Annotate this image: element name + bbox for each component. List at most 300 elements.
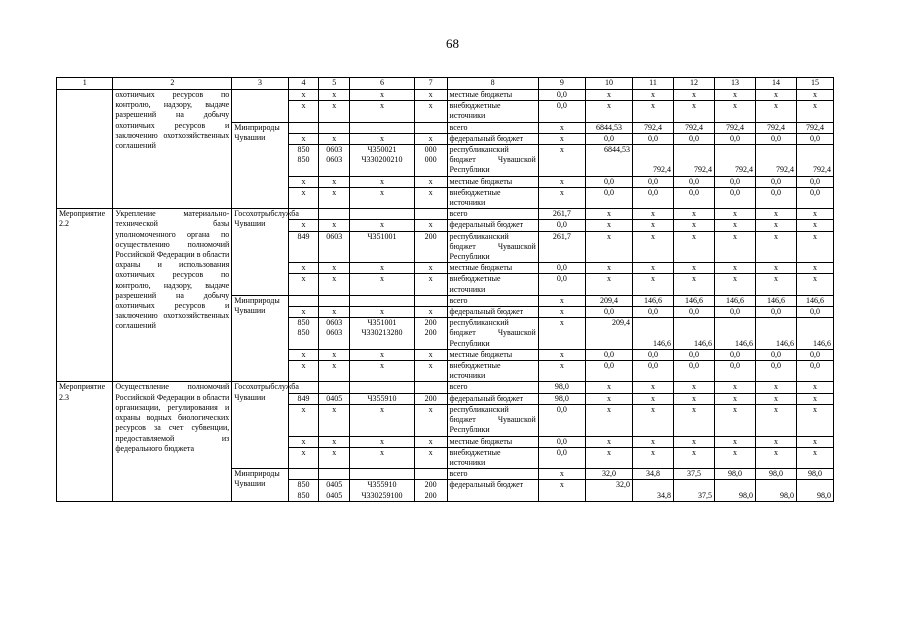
year-2012-value: x — [538, 480, 585, 501]
funding-source: местные бюджеты — [447, 263, 538, 274]
target-article-code — [350, 122, 415, 133]
table-body — [57, 90, 834, 502]
year-2012-value: 0,0 — [538, 101, 585, 122]
table-row — [57, 90, 834, 101]
year-2012-value: 261,7 — [538, 209, 585, 220]
year-value: 0,0 — [797, 176, 834, 187]
year-value: 0,0 — [633, 307, 674, 318]
funding-source: федеральный бюджет — [447, 480, 538, 501]
measure-description: Осуществление полномочий Российской Федерации в области организации, регулирования и охраны водных биологических ресурсов за счет субвенции, предоставляемой из федерального бюджета — [113, 382, 232, 501]
year-value: x — [797, 382, 834, 393]
year-value: 0,0 — [715, 349, 756, 360]
budget-table — [56, 77, 834, 502]
column-header: 6 — [350, 78, 415, 90]
year-value: 0,0 — [797, 361, 834, 382]
year-value: x — [674, 231, 715, 263]
grbs-code: x — [288, 101, 319, 122]
year-value: x — [715, 90, 756, 101]
year-value: 0,0 — [585, 187, 632, 208]
year-value: 0,0 — [633, 361, 674, 382]
year-value: x — [633, 382, 674, 393]
year-value: 792,4 — [633, 122, 674, 133]
year-value: x — [585, 209, 632, 220]
table-row — [57, 209, 834, 220]
target-article-code: x — [350, 220, 415, 231]
executor-cell: Минприроды Чувашии — [232, 122, 288, 209]
year-2012-value: x — [538, 145, 585, 177]
year-value: 792,4 — [756, 145, 797, 177]
year-value: x — [674, 447, 715, 468]
target-article-code: Ч350021 Ч330200210 — [350, 145, 415, 177]
section-code: 0603 — [319, 231, 350, 263]
grbs-code: x — [288, 220, 319, 231]
expense-type-code: x — [414, 90, 447, 101]
year-value: 146,6 — [633, 295, 674, 306]
target-article-code: x — [350, 176, 415, 187]
year-value: x — [756, 447, 797, 468]
year-value: x — [674, 90, 715, 101]
section-code: x — [319, 176, 350, 187]
year-2012-value: x — [538, 187, 585, 208]
target-article-code: x — [350, 133, 415, 144]
year-value: x — [674, 382, 715, 393]
year-value: 0,0 — [756, 176, 797, 187]
year-value: x — [797, 101, 834, 122]
year-value: 0,0 — [674, 176, 715, 187]
funding-source: всего — [447, 469, 538, 480]
grbs-code — [288, 469, 319, 480]
year-value: x — [715, 263, 756, 274]
section-code: x — [319, 187, 350, 208]
year-value: x — [797, 393, 834, 404]
year-value: 0,0 — [585, 176, 632, 187]
column-header: 8 — [447, 78, 538, 90]
year-value: x — [756, 393, 797, 404]
funding-source: федеральный бюджет — [447, 133, 538, 144]
year-2012-value: x — [538, 122, 585, 133]
column-header: 9 — [538, 78, 585, 90]
expense-type-code — [414, 295, 447, 306]
executor-cell: Минприроды Чувашии — [232, 469, 288, 502]
year-value: 37,5 — [674, 480, 715, 501]
executor-cell: Минприроды Чувашии — [232, 295, 288, 382]
year-value: 792,4 — [674, 122, 715, 133]
year-2012-value: x — [538, 295, 585, 306]
funding-source: внебюджетные источники — [447, 447, 538, 468]
section-code: x — [319, 263, 350, 274]
year-2012-value: 0,0 — [538, 220, 585, 231]
year-value: x — [585, 90, 632, 101]
year-2012-value: 0,0 — [538, 404, 585, 436]
year-value: x — [585, 101, 632, 122]
year-2012-value: x — [538, 469, 585, 480]
grbs-code: 849 — [288, 231, 319, 263]
year-value: x — [674, 209, 715, 220]
year-value: 146,6 — [674, 318, 715, 350]
year-value: 792,4 — [797, 122, 834, 133]
year-value: 98,0 — [797, 469, 834, 480]
year-value: 98,0 — [756, 480, 797, 501]
year-2012-value: 98,0 — [538, 393, 585, 404]
funding-source: федеральный бюджет — [447, 393, 538, 404]
year-value: 0,0 — [756, 349, 797, 360]
page-number: 68 — [446, 36, 459, 51]
section-code — [319, 122, 350, 133]
grbs-code: 849 — [288, 393, 319, 404]
expense-type-code: x — [414, 220, 447, 231]
year-value: 0,0 — [797, 187, 834, 208]
year-2012-value: 0,0 — [538, 90, 585, 101]
expense-type-code — [414, 209, 447, 220]
grbs-code: x — [288, 274, 319, 295]
year-value: x — [674, 220, 715, 231]
measure-description: Укрепление материально-технической базы уполномоченного органа по осуществлению полномочий Российской Федерации в области охраны и использования охотничьих ресурсов по контролю, надзору, выдаче разрешений на добычу охотничьих ресурсов и заключению охотхозяйственных соглашений — [113, 209, 232, 382]
target-article-code: x — [350, 187, 415, 208]
year-value: x — [674, 263, 715, 274]
column-header: 15 — [797, 78, 834, 90]
year-value: 792,4 — [674, 145, 715, 177]
year-value: 0,0 — [585, 361, 632, 382]
funding-source: республиканский бюджет Чувашской Республики — [447, 318, 538, 350]
year-value: x — [797, 274, 834, 295]
target-article-code: x — [350, 307, 415, 318]
target-article-code: x — [350, 274, 415, 295]
grbs-code: x — [288, 447, 319, 468]
year-value: 792,4 — [756, 122, 797, 133]
year-2012-value: 261,7 — [538, 231, 585, 263]
section-code: x — [319, 404, 350, 436]
year-value: x — [715, 101, 756, 122]
year-value: 0,0 — [585, 349, 632, 360]
year-value: 0,0 — [756, 187, 797, 208]
funding-source: внебюджетные источники — [447, 101, 538, 122]
year-value: 34,8 — [633, 480, 674, 501]
year-2012-value: x — [538, 318, 585, 350]
funding-source: внебюджетные источники — [447, 187, 538, 208]
column-header: 10 — [585, 78, 632, 90]
expense-type-code: x — [414, 307, 447, 318]
expense-type-code — [414, 122, 447, 133]
year-value: 0,0 — [585, 307, 632, 318]
year-value: 146,6 — [715, 318, 756, 350]
target-article-code: x — [350, 90, 415, 101]
year-value: x — [585, 274, 632, 295]
year-value: x — [585, 436, 632, 447]
year-value: x — [715, 436, 756, 447]
year-2012-value: x — [538, 176, 585, 187]
target-article-code — [350, 469, 415, 480]
year-value: 0,0 — [633, 187, 674, 208]
column-header: 11 — [633, 78, 674, 90]
year-2012-value: x — [538, 349, 585, 360]
year-value: x — [797, 263, 834, 274]
section-code — [319, 382, 350, 393]
year-value: 98,0 — [797, 480, 834, 501]
year-value: x — [585, 447, 632, 468]
year-value: 0,0 — [674, 187, 715, 208]
year-value: 0,0 — [797, 349, 834, 360]
grbs-code: x — [288, 361, 319, 382]
grbs-code — [288, 122, 319, 133]
year-value: x — [797, 436, 834, 447]
year-value: x — [674, 404, 715, 436]
year-value: x — [633, 393, 674, 404]
year-2012-value: 0,0 — [538, 447, 585, 468]
year-value: 0,0 — [585, 133, 632, 144]
year-value: 32,0 — [585, 469, 632, 480]
year-value: 0,0 — [797, 307, 834, 318]
year-value: x — [715, 209, 756, 220]
section-code — [319, 469, 350, 480]
year-value: 792,4 — [715, 122, 756, 133]
target-article-code: Ч351001 Ч330213280 — [350, 318, 415, 350]
measure-description: охотничьих ресурсов по контролю, надзору, выдаче разрешений на добычу охотничьих ресурсов и заключению охотхозяйственных соглашений — [113, 90, 232, 209]
year-value: x — [633, 436, 674, 447]
executor-cell — [232, 90, 288, 123]
column-header: 2 — [113, 78, 232, 90]
year-value: 98,0 — [756, 469, 797, 480]
grbs-code: 850 850 — [288, 145, 319, 177]
section-code: x — [319, 101, 350, 122]
grbs-code: x — [288, 404, 319, 436]
year-value: x — [585, 231, 632, 263]
section-code — [319, 209, 350, 220]
grbs-code: x — [288, 176, 319, 187]
measure-cell: Мероприятие 2.3 — [57, 382, 113, 501]
year-value: 6844,53 — [585, 145, 632, 177]
expense-type-code: 200 200 — [414, 480, 447, 501]
year-value: x — [756, 231, 797, 263]
expense-type-code — [414, 469, 447, 480]
funding-source: всего — [447, 295, 538, 306]
year-value: x — [585, 263, 632, 274]
target-article-code: x — [350, 447, 415, 468]
year-value: x — [715, 382, 756, 393]
funding-source: республиканский бюджет Чувашской Республики — [447, 231, 538, 263]
year-value: x — [715, 404, 756, 436]
section-code: x — [319, 436, 350, 447]
target-article-code: x — [350, 263, 415, 274]
section-code — [319, 295, 350, 306]
expense-type-code: x — [414, 447, 447, 468]
year-value: x — [797, 447, 834, 468]
year-2012-value: x — [538, 307, 585, 318]
year-value: 32,0 — [585, 480, 632, 501]
year-value: 146,6 — [633, 318, 674, 350]
expense-type-code: x — [414, 101, 447, 122]
grbs-code: 850 850 — [288, 318, 319, 350]
year-value: x — [756, 101, 797, 122]
section-code: x — [319, 133, 350, 144]
year-value: 0,0 — [674, 361, 715, 382]
year-2012-value: x — [538, 361, 585, 382]
year-value: x — [674, 393, 715, 404]
executor-cell: Госохотрыбслужба Чувашии — [232, 382, 288, 469]
year-2012-value: 0,0 — [538, 436, 585, 447]
year-value: 792,4 — [797, 145, 834, 177]
year-value: 146,6 — [756, 295, 797, 306]
expense-type-code: x — [414, 176, 447, 187]
expense-type-code — [414, 382, 447, 393]
funding-source: местные бюджеты — [447, 90, 538, 101]
target-article-code: Ч355910 — [350, 393, 415, 404]
grbs-code: x — [288, 307, 319, 318]
section-code: x — [319, 307, 350, 318]
funding-source: внебюджетные источники — [447, 361, 538, 382]
section-code: 0405 — [319, 393, 350, 404]
year-value: 0,0 — [633, 133, 674, 144]
year-value: x — [756, 263, 797, 274]
year-value: 0,0 — [797, 133, 834, 144]
year-value: 146,6 — [756, 318, 797, 350]
year-value: x — [585, 393, 632, 404]
target-article-code: x — [350, 101, 415, 122]
target-article-code: x — [350, 404, 415, 436]
year-value: 0,0 — [715, 307, 756, 318]
section-code: 0405 0405 — [319, 480, 350, 501]
year-value: x — [633, 404, 674, 436]
year-value: x — [797, 220, 834, 231]
funding-source: республиканский бюджет Чувашской Республики — [447, 145, 538, 177]
year-value: x — [633, 101, 674, 122]
year-value: 792,4 — [633, 145, 674, 177]
year-value: x — [756, 404, 797, 436]
table-row — [57, 382, 834, 393]
section-code: x — [319, 90, 350, 101]
expense-type-code: 200 200 — [414, 318, 447, 350]
year-value: 0,0 — [674, 133, 715, 144]
year-value: x — [715, 447, 756, 468]
target-article-code — [350, 382, 415, 393]
executor-cell: Госохотрыбслужба Чувашии — [232, 209, 288, 296]
year-value: 0,0 — [715, 176, 756, 187]
year-value: 0,0 — [633, 176, 674, 187]
section-code: x — [319, 447, 350, 468]
year-2012-value: 0,0 — [538, 274, 585, 295]
section-code: x — [319, 361, 350, 382]
target-article-code: Ч355910 Ч330259100 — [350, 480, 415, 501]
target-article-code: Ч351001 — [350, 231, 415, 263]
year-value: 98,0 — [715, 469, 756, 480]
funding-source: местные бюджеты — [447, 436, 538, 447]
grbs-code: x — [288, 133, 319, 144]
column-header: 13 — [715, 78, 756, 90]
grbs-code: x — [288, 436, 319, 447]
expense-type-code: x — [414, 404, 447, 436]
year-value: x — [585, 382, 632, 393]
year-value: x — [585, 404, 632, 436]
year-value: 209,4 — [585, 295, 632, 306]
target-article-code — [350, 295, 415, 306]
year-value: 146,6 — [797, 318, 834, 350]
section-code: x — [319, 349, 350, 360]
expense-type-code: 200 — [414, 231, 447, 263]
year-value: 792,4 — [715, 145, 756, 177]
expense-type-code: x — [414, 263, 447, 274]
year-value: 0,0 — [674, 307, 715, 318]
year-value: x — [756, 382, 797, 393]
year-value: 37,5 — [674, 469, 715, 480]
section-code: x — [319, 274, 350, 295]
year-value: 0,0 — [756, 361, 797, 382]
year-value: 0,0 — [715, 187, 756, 208]
year-value: x — [633, 90, 674, 101]
funding-source: местные бюджеты — [447, 349, 538, 360]
measure-cell — [57, 90, 113, 209]
year-value: 146,6 — [715, 295, 756, 306]
year-value: 0,0 — [633, 349, 674, 360]
funding-source: федеральный бюджет — [447, 220, 538, 231]
expense-type-code: 000 000 — [414, 145, 447, 177]
funding-source: федеральный бюджет — [447, 307, 538, 318]
year-value: x — [715, 220, 756, 231]
year-value: x — [797, 209, 834, 220]
year-value: x — [797, 231, 834, 263]
expense-type-code: x — [414, 133, 447, 144]
year-value: x — [633, 263, 674, 274]
year-value: x — [674, 436, 715, 447]
funding-source: всего — [447, 382, 538, 393]
year-value: x — [797, 404, 834, 436]
year-value: x — [633, 274, 674, 295]
year-value: 146,6 — [797, 295, 834, 306]
year-value: x — [633, 209, 674, 220]
column-header: 7 — [414, 78, 447, 90]
measure-cell: Мероприятие 2.2 — [57, 209, 113, 382]
expense-type-code: x — [414, 187, 447, 208]
year-value: x — [715, 393, 756, 404]
funding-source: местные бюджеты — [447, 176, 538, 187]
year-value: x — [756, 220, 797, 231]
year-value: x — [756, 274, 797, 295]
year-value: 98,0 — [715, 480, 756, 501]
year-value: x — [633, 220, 674, 231]
column-header: 5 — [319, 78, 350, 90]
year-value: x — [715, 274, 756, 295]
column-header: 12 — [674, 78, 715, 90]
year-value: x — [674, 101, 715, 122]
column-header: 3 — [232, 78, 288, 90]
funding-source: внебюджетные источники — [447, 274, 538, 295]
year-value: x — [674, 274, 715, 295]
year-value: 0,0 — [756, 307, 797, 318]
year-value: x — [756, 90, 797, 101]
year-value: x — [633, 447, 674, 468]
expense-type-code: 200 — [414, 393, 447, 404]
target-article-code — [350, 209, 415, 220]
year-value: x — [633, 231, 674, 263]
target-article-code: x — [350, 361, 415, 382]
target-article-code: x — [350, 349, 415, 360]
grbs-code: 850 850 — [288, 480, 319, 501]
expense-type-code: x — [414, 436, 447, 447]
year-value: x — [797, 90, 834, 101]
section-code: 0603 0603 — [319, 145, 350, 177]
funding-source: республиканский бюджет Чувашской Республики — [447, 404, 538, 436]
funding-source: всего — [447, 122, 538, 133]
column-header: 14 — [756, 78, 797, 90]
expense-type-code: x — [414, 274, 447, 295]
year-2012-value: 0,0 — [538, 263, 585, 274]
year-value: 0,0 — [756, 133, 797, 144]
year-2012-value: 98,0 — [538, 382, 585, 393]
header-row — [57, 78, 834, 90]
expense-type-code: x — [414, 349, 447, 360]
year-value: x — [756, 436, 797, 447]
year-value: 0,0 — [674, 349, 715, 360]
year-value: 6844,53 — [585, 122, 632, 133]
target-article-code: x — [350, 436, 415, 447]
